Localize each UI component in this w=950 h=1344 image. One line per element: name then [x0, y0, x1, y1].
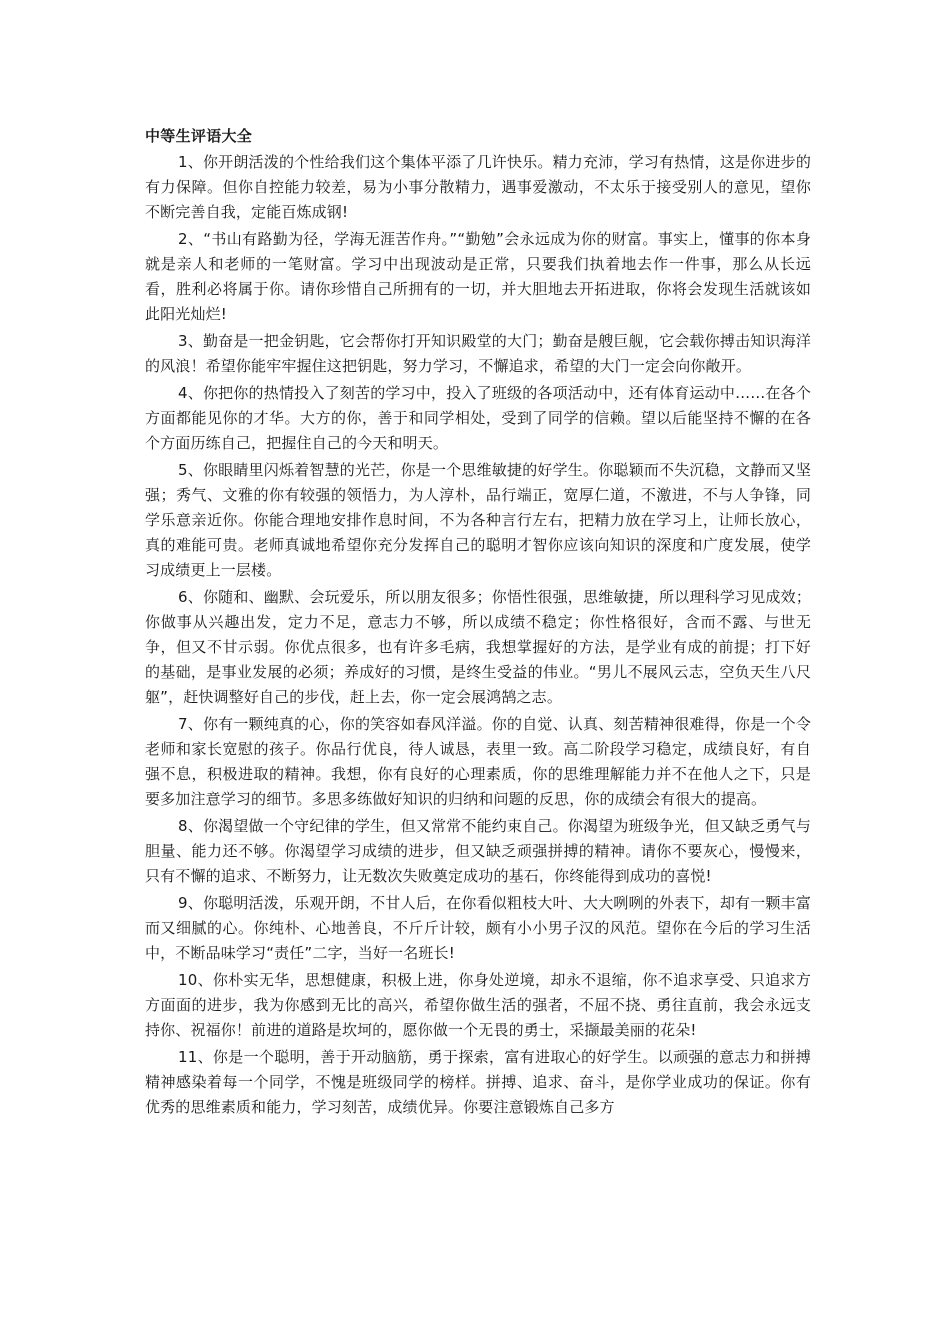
paragraph-7: 7、你有一颗纯真的心，你的笑容如春风洋溢。你的自觉、认真、刻苦精神很难得，你是一个令老师和家长宽慰的孩子。你品行优良，待人诚恳，表里一致。高二阶段学习稳定，成绩良好，有自强不息，积极进取的精神。我想，你有良好的心理素质，你的思维理解能力并不在他人之下，只是要多加注意学习的细节。多思多练做好知识的归纳和问题的反思，你的成绩会有很大的提高。 — [145, 715, 811, 808]
paragraph-2: 2、“书山有路勤为径，学海无涯苦作舟。”“勤勉”会永远成为你的财富。事实上，懂事的你本身就是亲人和老师的一笔财富。学习中出现波动是正常，只要我们执着地去作一件事，那么从长远看，胜利必将属于你。请你珍惜自己所拥有的一切，并大胆地去开拓进取，你将会发现生活就该如此阳光灿烂! — [145, 230, 811, 323]
paragraph-9: 9、你聪明活泼，乐观开朗，不甘人后，在你看似粗枝大叶、大大咧咧的外表下，却有一颗丰富而又细腻的心。你纯朴、心地善良，不斤斤计较，颇有小小男子汉的风范。望你在今后的学习生活中，不断品味学习“责任”二字，当好一名班长! — [145, 894, 811, 962]
paragraph-3: 3、勤奋是一把金钥匙，它会帮你打开知识殿堂的大门；勤奋是艘巨舰，它会载你搏击知识海洋的风浪！希望你能牢牢握住这把钥匙，努力学习，不懈追求，希望的大门一定会向你敞开。 — [145, 332, 811, 375]
paragraph-4: 4、你把你的热情投入了刻苦的学习中，投入了班级的各项活动中，还有体育运动中……在各个方面都能见你的才华。大方的你，善于和同学相处，受到了同学的信赖。望以后能坚持不懈的在各个方面历练自己，把握住自己的今天和明天。 — [145, 384, 811, 452]
paragraph-11: 11、你是一个聪明，善于开动脑筋，勇于探索，富有进取心的好学生。以顽强的意志力和拼搏精神感染着每一个同学，不愧是班级同学的榜样。拼搏、追求、奋斗，是你学业成功的保证。你有优秀的思维素质和能力，学习刻苦，成绩优异。你要注意锻炼自己多方 — [145, 1048, 811, 1116]
paragraph-10: 10、你朴实无华，思想健康，积极上进，你身处逆境，却永不退缩，你不追求享受、只追求方方面面的进步，我为你感到无比的高兴，希望你做生活的强者，不屈不挠、勇往直前，我会永远支持你、祝福你！前进的道路是坎坷的，愿你做一个无畏的勇士，采撷最美丽的花朵! — [145, 971, 811, 1039]
paragraph-5: 5、你眼睛里闪烁着智慧的光芒，你是一个思维敏捷的好学生。你聪颖而不失沉稳，文静而又坚强；秀气、文雅的你有较强的领悟力，为人淳朴，品行端正，宽厚仁道，不激进，不与人争锋，同学乐意亲近你。你能合理地安排作息时间，不为各种言行左右，把精力放在学习上，让师长放心，真的难能可贵。老师真诚地希望你充分发挥自己的聪明才智你应该向知识的深度和广度发展，使学习成绩更上一层楼。 — [145, 461, 811, 579]
paragraph-1: 1、你开朗活泼的个性给我们这个集体平添了几许快乐。精力充沛，学习有热情，这是你进步的有力保障。但你自控能力较差，易为小事分散精力，遇事爱激动，不太乐于接受别人的意见，望你不断完善自我，定能百炼成钢! — [145, 153, 811, 221]
document-title: 中等生评语大全 — [145, 127, 253, 145]
document-page — [145, 124, 811, 1122]
paragraph-6: 6、你随和、幽默、会玩爱乐，所以朋友很多；你悟性很强，思维敏捷，所以理科学习见成效；你做事从兴趣出发，定力不足，意志力不够，所以成绩不稳定；你性格很好，含而不露、与世无争，但又不甘示弱。你优点很多，也有许多毛病，我想掌握好的方法，是学业有成的前提；打下好的基础，是事业发展的必须；养成好的习惯，是终生受益的伟业。“男儿不展风云志，空负天生八尺躯”，赶快调整好自己的步伐，赶上去，你一定会展鸿鹄之志。 — [145, 588, 811, 706]
paragraph-8: 8、你渴望做一个守纪律的学生，但又常常不能约束自己。你渴望为班级争光，但又缺乏勇气与胆量、能力还不够。你渴望学习成绩的进步，但又缺乏顽强拼搏的精神。请你不要灰心，慢慢来，只有不懈的追求、不断努力，让无数次失败奠定成功的基石，你终能得到成功的喜悦! — [145, 817, 811, 885]
